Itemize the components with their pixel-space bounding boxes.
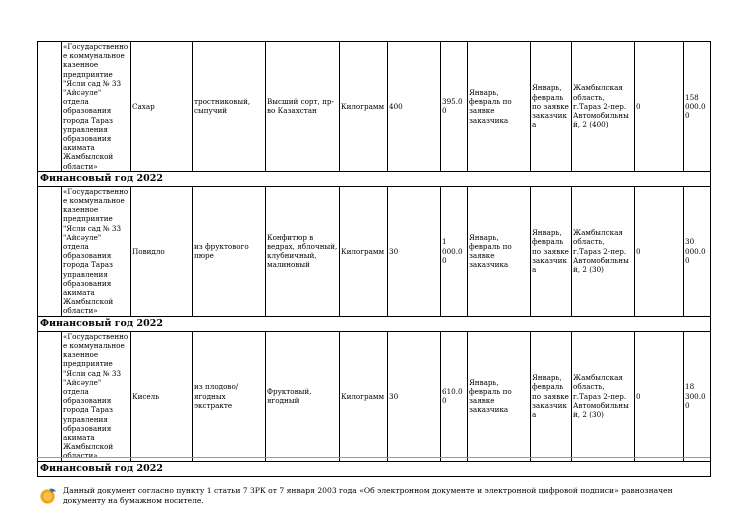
short-description-cell: из плодово/ ягодных экстракте (193, 331, 266, 461)
price-cell: 395.00 (441, 42, 468, 172)
extended-description-cell: Высший сорт, пр-во Казахстан (266, 42, 340, 172)
advance-cell: 0 (635, 186, 684, 316)
delivery-period-cell: Январь, февраль по заявке заказчика (531, 331, 572, 461)
extended-description-cell: Конфитюр в ведрах, яблочный, клубничный, малиновый (266, 186, 340, 316)
financial-year-row (38, 171, 711, 186)
delivery-place-cell: Жамбылская область, г.Тараз 2-пер. Автомобильный, 2 (400) (572, 42, 635, 172)
purchase-period-cell: Январь, февраль по заявке заказчика (468, 42, 531, 172)
row-number-cell (38, 331, 62, 461)
price-cell: 1 000.00 (441, 186, 468, 316)
item-name-cell: Повидло (131, 186, 193, 316)
table-row (38, 331, 711, 461)
unit-cell: Килограмм (340, 331, 388, 461)
item-name-cell: Кисель (131, 331, 193, 461)
quantity-cell: 400 (388, 42, 441, 172)
purchase-period-cell: Январь, февраль по заявке заказчика (468, 186, 531, 316)
row-number-cell (38, 42, 62, 172)
customer-cell: «Государственное коммунальное казенное предприятие "Ясли сад № 33 "Айсәуле" отдела образования города Тараз управления образования акимата Жамбылской области» (62, 186, 131, 316)
financial-year-row (38, 316, 711, 331)
unit-cell: Килограмм (340, 42, 388, 172)
e-signature-stamp-icon (39, 486, 58, 505)
delivery-place-cell: Жамбылская область, г.Тараз 2-пер. Автомобильный, 2 (30) (572, 331, 635, 461)
delivery-period-cell: Январь, февраль по заявке заказчика (531, 42, 572, 172)
quantity-cell: 30 (388, 186, 441, 316)
customer-cell: «Государственное коммунальное казенное предприятие "Ясли сад № 33 "Айсәуле" отдела образования города Тараз управления образования акимата Жамбылской области» (62, 42, 131, 172)
short-description-cell: тростниковый, сыпучий (193, 42, 266, 172)
customer-cell: «Государственное коммунальное казенное предприятие "Ясли сад № 33 "Айсәуле" отдела образования города Тараз управления образования акимата Жамбылской области» (62, 331, 131, 461)
sum-cell: 18 300.00 (684, 331, 711, 461)
item-name-cell: Сахар (131, 42, 193, 172)
quantity-cell: 30 (388, 331, 441, 461)
unit-cell: Килограмм (340, 186, 388, 316)
purchase-period-cell: Январь, февраль по заявке заказчика (468, 331, 531, 461)
table-row (38, 186, 711, 316)
short-description-cell: из фруктового пюре (193, 186, 266, 316)
footer-text: Данный документ согласно пункту 1 статьи 7 ЗРК от 7 января 2003 года «Об электронном документе и электронной цифровой подписи» равнозначен документу на бумажном носителе. (63, 486, 673, 505)
footer-divider (37, 457, 710, 458)
table-row (38, 42, 711, 172)
delivery-place-cell: Жамбылская область, г.Тараз 2-пер. Автомобильный, 2 (30) (572, 186, 635, 316)
advance-cell: 0 (635, 42, 684, 172)
sum-cell: 158 000.00 (684, 42, 711, 172)
delivery-period-cell: Январь, февраль по заявке заказчика (531, 186, 572, 316)
advance-cell: 0 (635, 331, 684, 461)
financial-year-label: Финансовый год 2022 (38, 316, 711, 331)
financial-year-row (38, 461, 711, 476)
row-number-cell (38, 186, 62, 316)
sum-cell: 30 000.00 (684, 186, 711, 316)
financial-year-label: Финансовый год 2022 (38, 461, 711, 476)
extended-description-cell: Фруктовый, ягодный (266, 331, 340, 461)
procurement-plan-table (37, 41, 711, 477)
financial-year-label: Финансовый год 2022 (38, 171, 711, 186)
price-cell: 610.00 (441, 331, 468, 461)
